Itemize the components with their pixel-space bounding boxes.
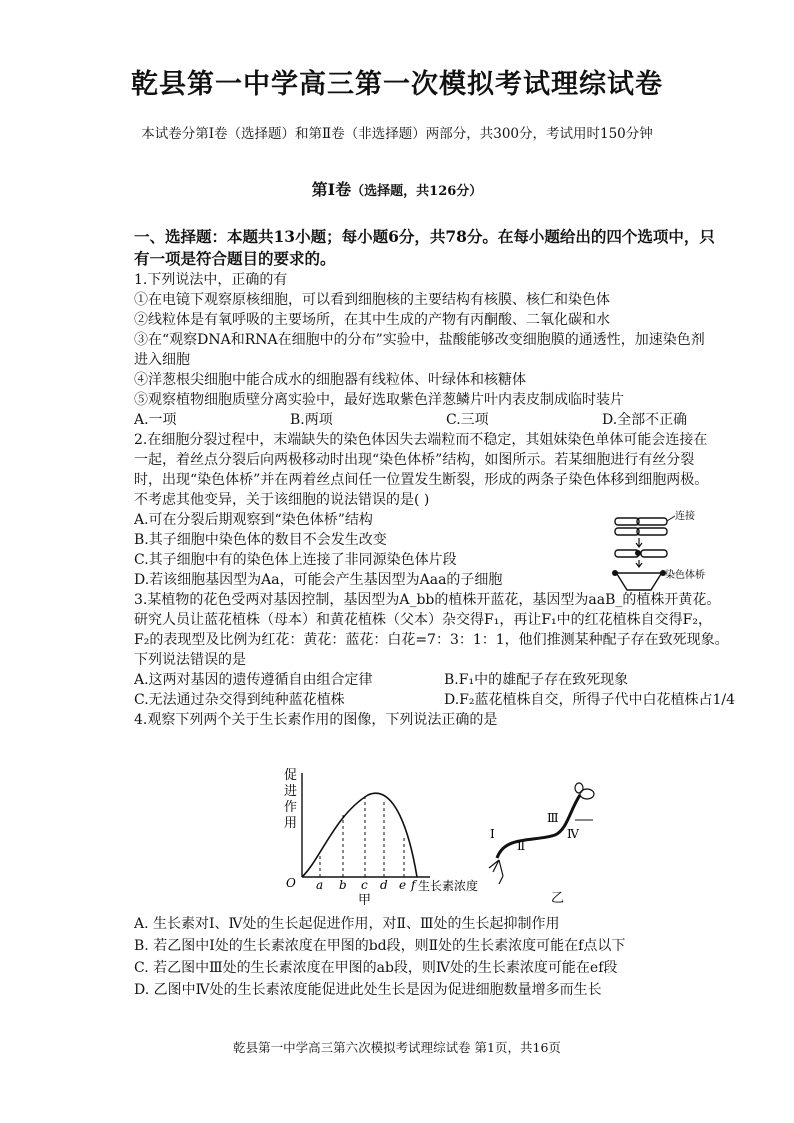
q1-option-b: B.两项: [290, 412, 333, 428]
q3-option-d: D.F₂蓝花植株自交，所得子代中白花植株占1/4: [444, 692, 736, 708]
q2-option-d: D.若该细胞基因型为Aa，可能会产生基因型为Aaa的子细胞: [134, 572, 503, 588]
label-connect: 连接: [675, 511, 695, 522]
ylabel-char-2: 进: [284, 784, 298, 799]
questions: [134, 226, 774, 730]
label-bridge: 染色体桥: [665, 570, 705, 581]
q1-stem: 1.下列说法中，正确的有: [134, 272, 288, 288]
ylabel-char-4: 用: [284, 816, 298, 831]
ylabel-char-1: 促: [284, 768, 298, 783]
page-footer: 乾县第一中学高三第六次模拟考试理综试卷 第1页，共16页: [233, 1040, 561, 1055]
q2-option-c: C.其子细胞中有的染色体上连接了非同源染色体片段: [134, 552, 457, 568]
origin-label: O: [286, 876, 296, 890]
section-heading: [0, 177, 794, 200]
section-sub: （选择题，共126分）: [351, 184, 483, 199]
q4-option-c: C. 若乙图中Ⅲ处的生长素浓度在甲图的ab段，则Ⅳ处的生长素浓度可能在ef段: [134, 960, 618, 976]
q1-item-4: ④洋葱根尖细胞中能合成水的细胞器有线粒体、叶绿体和核糖体: [134, 372, 526, 388]
q2-stem-3: 时，出现“染色体桥”并在两着丝点间任一位置发生断裂，形成的两条子染色体移到细胞两极。: [134, 472, 709, 488]
tick-f: f: [411, 878, 416, 892]
q4-stem: 4.观察下列两个关于生长素作用的图像，下列说法正确的是: [134, 712, 498, 728]
label-II: Ⅱ: [517, 839, 526, 853]
q4-option-a: A. 生长素对Ⅰ、Ⅳ处的生长起促进作用，对Ⅱ、Ⅲ处的生长起抑制作用: [134, 916, 560, 932]
q3-option-a: A.这两对基因的遗传遵循自由组合定律: [134, 672, 373, 688]
tick-c: c: [361, 878, 368, 892]
q2-stem-4: 不考虑其他变异，关于该细胞的说法错误的是( ): [134, 492, 430, 508]
q1-options: [134, 410, 774, 430]
q1-option-d: D.全部不正确: [602, 412, 688, 428]
q2-option-b: B.其子细胞中染色体的数目不会发生改变: [134, 532, 387, 548]
q3-stem-1: 3.某植物的花色受两对基因控制，基因型为A_bb的植株开蓝花，基因型为aaB_的植株开黄花。: [134, 592, 721, 608]
exam-intro: 本试卷分第Ⅰ卷（选择题）和第Ⅱ卷（非选择题）两部分，共300分，考试用时150分钟: [141, 126, 653, 142]
q1-option-a: A.一项: [134, 412, 177, 428]
label-III: Ⅲ: [547, 811, 559, 825]
exam-title: 乾县第一中学高三第一次模拟考试理综试卷: [131, 69, 663, 100]
q2-stem-1: 2.在细胞分裂过程中，末端缺失的染色体因失去端粒而不稳定，其姐妹染色单体可能会连接在: [134, 432, 708, 448]
tick-a: a: [316, 878, 324, 892]
q3-stem-4: 下列说法错误的是: [134, 652, 246, 668]
label-I: Ⅰ: [490, 827, 495, 841]
q4-option-d: D. 乙图中Ⅳ处的生长素浓度能促进此处生长是因为促进细胞数量增多而生长: [134, 982, 602, 998]
q3-options-row-1: [134, 670, 774, 690]
q3-option-b: B.F₁中的雄配子存在致死现象: [444, 672, 629, 688]
q3-options-row-2: [134, 690, 774, 710]
graph-caption-jia: 甲: [358, 893, 372, 905]
label-IV: Ⅳ: [567, 827, 579, 841]
q1-item-3: ③在“观察DNA和RNA在细胞中的分布”实验中，盐酸能够改变细胞膜的通透性，加速染色剂: [134, 332, 705, 348]
xlabel: 生长素浓度: [418, 879, 479, 893]
q3-stem-3: F₂的表现型及比例为红花：黄花：蓝花：白花=7：3：1：1，他们推测某种配子存在致死现象。: [134, 632, 729, 648]
section-main: 第Ⅰ卷: [311, 180, 352, 199]
q3-stem-2: 研究人员让蓝花植株（母本）和黄花植株（父本）杂交得F₁，再让F₁中的红花植株自交得F₂，: [134, 612, 712, 628]
tick-b: b: [339, 878, 347, 892]
q1-item-1: ①在电镜下观察原核细胞，可以看到细胞核的主要结构有核膜、核仁和染色体: [134, 292, 610, 308]
seedling-figure: [475, 780, 615, 905]
q1-item-3-cont: 进入细胞: [134, 352, 190, 368]
ylabel-char-3: 作: [284, 800, 298, 815]
q3-option-c: C.无法通过杂交得到纯种蓝花植株: [134, 692, 345, 708]
tick-d: d: [380, 878, 388, 892]
q1-item-5: ⑤观察植物细胞质壁分离实验中，最好选取紫色洋葱鳞片叶内表皮制成临时装片: [134, 392, 624, 408]
q4-options: [134, 913, 774, 1001]
q4-option-b: B. 若乙图中Ⅰ处的生长素浓度在甲图的bd段，则Ⅱ处的生长素浓度可能在f点以下: [134, 938, 626, 954]
q2-stem-2: 一起，着丝点分裂后向两极移动时出现“染色体桥”结构，如图所示。若某细胞进行有丝分裂: [134, 452, 695, 468]
chromosome-bridge-figure: [605, 508, 725, 598]
part-heading-line-1: 一、选择题：本题共13小题；每小题6分，共78分。在每小题给出的四个选项中，只: [134, 227, 715, 246]
figure-caption-yi: 乙: [551, 891, 565, 905]
tick-e: e: [399, 878, 407, 892]
q2-option-a: A.可在分裂后期观察到“染色体桥”结构: [134, 512, 373, 528]
q1-item-2: ②线粒体是有氧呼吸的主要场所，在其中生成的产物有丙酮酸、二氧化碳和水: [134, 312, 610, 328]
q1-option-c: C.三项: [446, 412, 489, 428]
part-heading-line-2: 有一项是符合题目的要求的。: [134, 249, 336, 268]
